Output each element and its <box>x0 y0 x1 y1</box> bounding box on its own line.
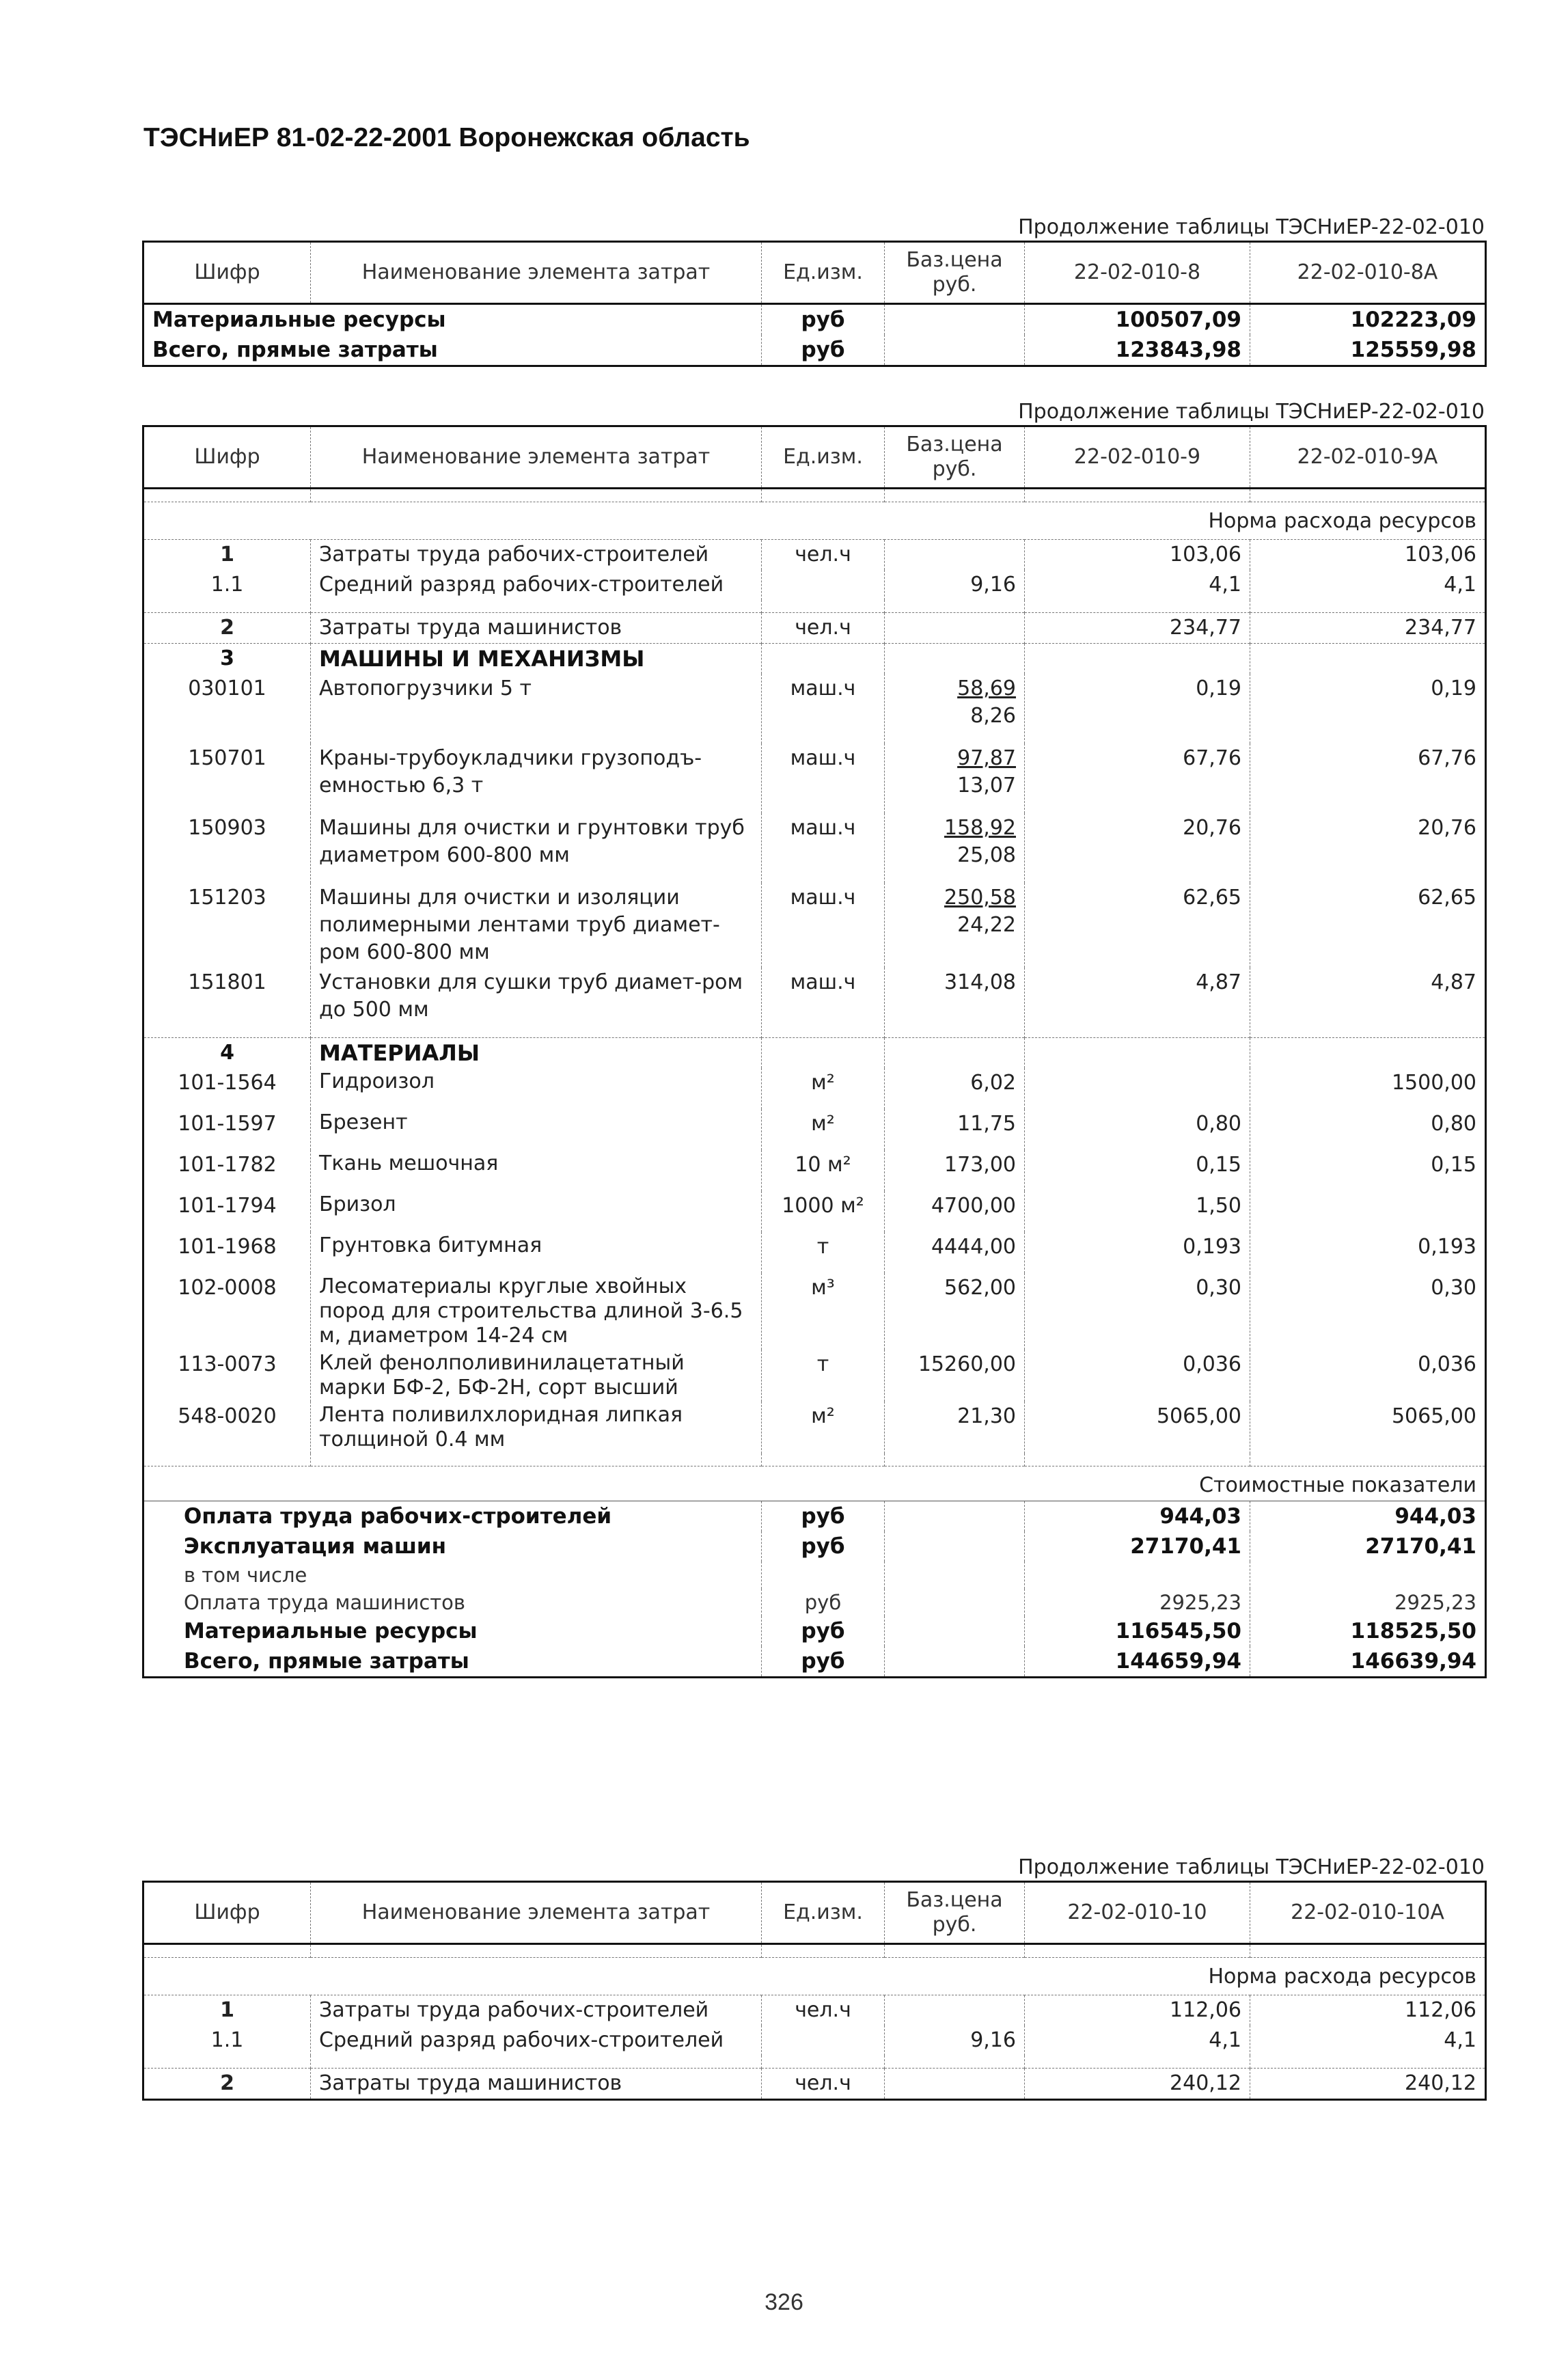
cost-unit: руб <box>762 1501 885 1531</box>
row-code: 150701 <box>143 743 311 813</box>
row-price <box>885 743 1025 813</box>
row-code: 101-1968 <box>143 1232 311 1273</box>
table-header-row <box>143 426 1486 489</box>
total-unit: руб <box>762 304 885 336</box>
row-code: 101-1564 <box>143 1068 311 1109</box>
row-col-a: 0,193 <box>1025 1232 1250 1273</box>
header-price-line2: руб. <box>932 1913 977 1937</box>
header-code: Шифр <box>143 242 311 304</box>
row-name: Брезент <box>311 1109 762 1150</box>
cost-price <box>885 1646 1025 1678</box>
row-code: 151801 <box>143 968 311 1037</box>
table-row <box>143 570 1486 600</box>
row-unit: чел.ч <box>762 613 885 644</box>
row-price: 4700,00 <box>885 1191 1025 1232</box>
row-name: Средний разряд рабочих-строителей <box>311 2025 762 2056</box>
cost-label: Оплата труда рабочих-строителей <box>143 1501 762 1531</box>
row-code: 030101 <box>143 674 311 743</box>
row-unit: чел.ч <box>762 2069 885 2100</box>
row-unit: т <box>762 1350 885 1402</box>
row-code: 1 <box>143 540 311 571</box>
resource-table-1 <box>142 241 1487 367</box>
row-col-b: 0,15 <box>1250 1150 1486 1191</box>
row-col-b: 4,1 <box>1250 2025 1486 2056</box>
row-col-b: 20,76 <box>1250 813 1486 883</box>
row-col-a: 4,1 <box>1025 570 1250 600</box>
header-unit: Ед.изм. <box>762 426 885 489</box>
header-col-b: 22-02-010-9А <box>1250 426 1486 489</box>
cost-col-b: 118525,50 <box>1250 1616 1486 1646</box>
header-price-line1: Баз.цена <box>906 433 1003 456</box>
row-col-b: 1500,00 <box>1250 1068 1486 1109</box>
total-unit: руб <box>762 335 885 366</box>
header-price <box>885 1882 1025 1944</box>
header-price-line2: руб. <box>932 457 977 481</box>
table-row <box>143 1402 1486 1454</box>
table-row <box>143 1273 1486 1350</box>
total-row <box>143 304 1486 336</box>
row-col-a: 0,036 <box>1025 1350 1250 1402</box>
row-col-b: 67,76 <box>1250 743 1486 813</box>
table-row <box>143 1232 1486 1273</box>
header-price-line2: руб. <box>932 273 977 297</box>
row-col-a: 62,65 <box>1025 883 1250 968</box>
row-unit: т <box>762 1232 885 1273</box>
total-row <box>143 335 1486 366</box>
row-col-b: 240,12 <box>1250 2069 1486 2100</box>
table-row <box>143 743 1486 813</box>
table-row <box>143 813 1486 883</box>
row-unit: м² <box>762 1109 885 1150</box>
total-col-b: 102223,09 <box>1250 304 1486 336</box>
total-price <box>885 335 1025 366</box>
cost-row <box>143 1589 1486 1616</box>
table-row <box>143 968 1486 1037</box>
cost-price <box>885 1589 1025 1616</box>
row-code: 102-0008 <box>143 1273 311 1350</box>
row-name: Грунтовка битумная <box>311 1232 762 1273</box>
row-unit: м² <box>762 1402 885 1454</box>
section-row-materials <box>143 1037 1486 1068</box>
table-header-row <box>143 242 1486 304</box>
cost-col-b: 944,03 <box>1250 1501 1486 1531</box>
header-code: Шифр <box>143 426 311 489</box>
row-unit: чел.ч <box>762 1995 885 2026</box>
row-col-b: 4,1 <box>1250 570 1486 600</box>
cost-price <box>885 1501 1025 1531</box>
header-unit: Ед.изм. <box>762 242 885 304</box>
row-price: 6,02 <box>885 1068 1025 1109</box>
row-price: 4444,00 <box>885 1232 1025 1273</box>
norm-label: Норма расхода ресурсов <box>143 1958 1486 1995</box>
norm-label: Норма расхода ресурсов <box>143 502 1486 540</box>
row-price <box>885 813 1025 883</box>
row-name: Затраты труда машинистов <box>311 2069 762 2100</box>
row-code: 101-1782 <box>143 1150 311 1191</box>
materials-list <box>143 1068 1486 1454</box>
row-name: Гидроизол <box>311 1068 762 1109</box>
section-title: МАШИНЫ И МЕХАНИЗМЫ <box>311 644 762 674</box>
header-price <box>885 242 1025 304</box>
cost-unit: руб <box>762 1531 885 1561</box>
row-price: 21,30 <box>885 1402 1025 1454</box>
row-col-a: 103,06 <box>1025 540 1250 571</box>
row-price <box>885 540 1025 571</box>
total-col-a: 100507,09 <box>1025 304 1250 336</box>
row-price <box>885 613 1025 644</box>
cost-col-a: 2925,23 <box>1025 1589 1250 1616</box>
row-unit: маш.ч <box>762 674 885 743</box>
row-price: 562,00 <box>885 1273 1025 1350</box>
row-col-a: 240,12 <box>1025 2069 1250 2100</box>
total-price <box>885 304 1025 336</box>
table-row <box>143 2025 1486 2056</box>
cost-col-b: 146639,94 <box>1250 1646 1486 1678</box>
row-col-a: 4,1 <box>1025 2025 1250 2056</box>
row-name: Машины для очистки и грунтовки труб диаметром 600-800 мм <box>311 813 762 883</box>
row-col-b: 4,87 <box>1250 968 1486 1037</box>
cost-price <box>885 1561 1025 1589</box>
machinist-wage-price: 8,26 <box>970 704 1016 728</box>
row-name: Лента поливилхлоридная липкая толщиной 0.4 мм <box>311 1402 762 1454</box>
machinist-wage-price: 24,22 <box>957 913 1016 937</box>
header-name: Наименование элемента затрат <box>311 426 762 489</box>
cost-label: Эксплуатация машин <box>143 1531 762 1561</box>
row-name: Ткань мешочная <box>311 1150 762 1191</box>
table-row <box>143 674 1486 743</box>
row-code: 150903 <box>143 813 311 883</box>
table-row <box>143 540 1486 571</box>
base-price: 58,69 <box>957 677 1016 700</box>
header-name: Наименование элемента затрат <box>311 242 762 304</box>
row-price: 9,16 <box>885 570 1025 600</box>
row-price: 11,75 <box>885 1109 1025 1150</box>
row-code: 101-1597 <box>143 1109 311 1150</box>
row-code: 1 <box>143 1995 311 2026</box>
row-col-a: 5065,00 <box>1025 1402 1250 1454</box>
row-unit <box>762 570 885 600</box>
row-code: 2 <box>143 613 311 644</box>
header-col-b: 22-02-010-10А <box>1250 1882 1486 1944</box>
row-name: Затраты труда машинистов <box>311 613 762 644</box>
cost-label: Материальные ресурсы <box>143 1616 762 1646</box>
row-name: Затраты труда рабочих-строителей <box>311 540 762 571</box>
row-price: 15260,00 <box>885 1350 1025 1402</box>
row-price <box>885 674 1025 743</box>
header-col-a: 22-02-010-9 <box>1025 426 1250 489</box>
header-name: Наименование элемента затрат <box>311 1882 762 1944</box>
cost-unit: руб <box>762 1616 885 1646</box>
row-unit: м³ <box>762 1273 885 1350</box>
table-row <box>143 1350 1486 1402</box>
row-col-b: 112,06 <box>1250 1995 1486 2026</box>
header-col-a: 22-02-010-10 <box>1025 1882 1250 1944</box>
cost-row <box>143 1646 1486 1678</box>
cost-col-b: 2925,23 <box>1250 1589 1486 1616</box>
table-row <box>143 1150 1486 1191</box>
cost-col-a <box>1025 1561 1250 1589</box>
row-col-a: 4,87 <box>1025 968 1250 1037</box>
row-unit: маш.ч <box>762 743 885 813</box>
table-continuation-label: Продолжение таблицы ТЭСНиЕР-22-02-010 <box>1018 215 1485 239</box>
section-row-machines <box>143 644 1486 674</box>
row-col-b: 5065,00 <box>1250 1402 1486 1454</box>
table-row <box>143 1191 1486 1232</box>
row-code: 151203 <box>143 883 311 968</box>
cost-col-a: 27170,41 <box>1025 1531 1250 1561</box>
row-unit: маш.ч <box>762 968 885 1037</box>
header-unit: Ед.изм. <box>762 1882 885 1944</box>
row-col-b: 0,193 <box>1250 1232 1486 1273</box>
cost-price <box>885 1616 1025 1646</box>
page-number: 326 <box>765 2289 803 2315</box>
cost-col-a: 116545,50 <box>1025 1616 1250 1646</box>
table-row <box>143 613 1486 644</box>
table-header-row <box>143 1882 1486 1944</box>
row-unit: маш.ч <box>762 883 885 968</box>
row-col-b: 0,80 <box>1250 1109 1486 1150</box>
machines-list <box>143 674 1486 1037</box>
row-unit <box>762 2025 885 2056</box>
row-col-a: 20,76 <box>1025 813 1250 883</box>
cost-unit: руб <box>762 1646 885 1678</box>
row-col-b: 62,65 <box>1250 883 1486 968</box>
cost-label: Оплата труда машинистов <box>143 1589 762 1616</box>
row-code: 2 <box>143 2069 311 2100</box>
row-price <box>885 883 1025 968</box>
cost-header-row <box>143 1466 1486 1501</box>
header-price-line1: Баз.цена <box>906 248 1003 272</box>
row-name: Затраты труда рабочих-строителей <box>311 1995 762 2026</box>
total-label: Материальные ресурсы <box>143 304 762 336</box>
row-col-a: 0,30 <box>1025 1273 1250 1350</box>
header-code: Шифр <box>143 1882 311 1944</box>
cost-col-a: 144659,94 <box>1025 1646 1250 1678</box>
row-col-b: 103,06 <box>1250 540 1486 571</box>
table-continuation-label: Продолжение таблицы ТЭСНиЕР-22-02-010 <box>1018 1855 1485 1879</box>
row-col-b <box>1250 1191 1486 1232</box>
machinist-wage-price: 25,08 <box>957 843 1016 867</box>
section-code: 4 <box>143 1037 311 1068</box>
row-unit: 1000 м² <box>762 1191 885 1232</box>
cost-unit <box>762 1561 885 1589</box>
row-unit: м² <box>762 1068 885 1109</box>
row-col-b: 0,036 <box>1250 1350 1486 1402</box>
cost-unit: руб <box>762 1589 885 1616</box>
header-price <box>885 426 1025 489</box>
row-name: Установки для сушки труб диамет-ром до 500 мм <box>311 968 762 1037</box>
table-row <box>143 1995 1486 2026</box>
table-continuation-label: Продолжение таблицы ТЭСНиЕР-22-02-010 <box>1018 400 1485 424</box>
total-col-b: 125559,98 <box>1250 335 1486 366</box>
table-row <box>143 883 1486 968</box>
base-price: 97,87 <box>957 746 1016 770</box>
cost-row <box>143 1531 1486 1561</box>
cost-price <box>885 1531 1025 1561</box>
row-unit: чел.ч <box>762 540 885 571</box>
total-label: Всего, прямые затраты <box>143 335 762 366</box>
row-unit: маш.ч <box>762 813 885 883</box>
row-code: 101-1794 <box>143 1191 311 1232</box>
row-name: Бризол <box>311 1191 762 1232</box>
base-price: 314,08 <box>944 970 1016 994</box>
row-col-a <box>1025 1068 1250 1109</box>
row-price: 9,16 <box>885 2025 1025 2056</box>
section-code: 3 <box>143 644 311 674</box>
row-col-b: 0,19 <box>1250 674 1486 743</box>
base-price: 158,92 <box>944 816 1016 840</box>
row-col-a: 234,77 <box>1025 613 1250 644</box>
section-title: МАТЕРИАЛЫ <box>311 1037 762 1068</box>
row-name: Краны-трубоукладчики грузоподъ-емностью 6,3 т <box>311 743 762 813</box>
row-col-a: 0,80 <box>1025 1109 1250 1150</box>
norm-header-row <box>143 1958 1486 1995</box>
row-price <box>885 968 1025 1037</box>
row-name: Машины для очистки и изоляции полимерными лентами труб диамет-ром 600-800 мм <box>311 883 762 968</box>
row-col-a: 112,06 <box>1025 1995 1250 2026</box>
row-col-a: 0,15 <box>1025 1150 1250 1191</box>
row-name: Средний разряд рабочих-строителей <box>311 570 762 600</box>
row-name: Автопогрузчики 5 т <box>311 674 762 743</box>
resource-table-2 <box>142 425 1487 1678</box>
cost-row <box>143 1616 1486 1646</box>
header-price-line1: Баз.цена <box>906 1888 1003 1912</box>
cost-label: Стоимостные показатели <box>143 1466 1486 1501</box>
total-col-a: 123843,98 <box>1025 335 1250 366</box>
machinist-wage-price: 13,07 <box>957 774 1016 797</box>
row-col-b: 0,30 <box>1250 1273 1486 1350</box>
row-price <box>885 1995 1025 2026</box>
table-row <box>143 2069 1486 2100</box>
row-col-a: 67,76 <box>1025 743 1250 813</box>
row-unit: 10 м² <box>762 1150 885 1191</box>
row-col-b: 234,77 <box>1250 613 1486 644</box>
row-code: 113-0073 <box>143 1350 311 1402</box>
row-name: Клей фенолполивинилацетатный марки БФ-2, БФ-2Н, сорт высший <box>311 1350 762 1402</box>
cost-col-b <box>1250 1561 1486 1589</box>
norm-header-row <box>143 502 1486 540</box>
row-price <box>885 2069 1025 2100</box>
header-col-a: 22-02-010-8 <box>1025 242 1250 304</box>
table-row <box>143 1109 1486 1150</box>
cost-col-a: 944,03 <box>1025 1501 1250 1531</box>
row-col-a: 0,19 <box>1025 674 1250 743</box>
cost-label: Всего, прямые затраты <box>143 1646 762 1678</box>
document-title: ТЭСНиЕР 81-02-22-2001 Воронежская область <box>143 123 750 152</box>
row-code: 1.1 <box>143 2025 311 2056</box>
header-col-b: 22-02-010-8А <box>1250 242 1486 304</box>
base-price: 250,58 <box>944 886 1016 910</box>
cost-col-b: 27170,41 <box>1250 1531 1486 1561</box>
row-code: 1.1 <box>143 570 311 600</box>
cost-row <box>143 1501 1486 1531</box>
row-col-a: 1,50 <box>1025 1191 1250 1232</box>
row-code: 548-0020 <box>143 1402 311 1454</box>
table-row <box>143 1068 1486 1109</box>
cost-label: в том числе <box>143 1561 762 1589</box>
cost-row <box>143 1561 1486 1589</box>
row-price: 173,00 <box>885 1150 1025 1191</box>
resource-table-3 <box>142 1881 1487 2101</box>
cost-list <box>143 1501 1486 1677</box>
row-name: Лесоматериалы круглые хвойных пород для строительства длиной 3-6.5 м, диаметром 14-24 см <box>311 1273 762 1350</box>
